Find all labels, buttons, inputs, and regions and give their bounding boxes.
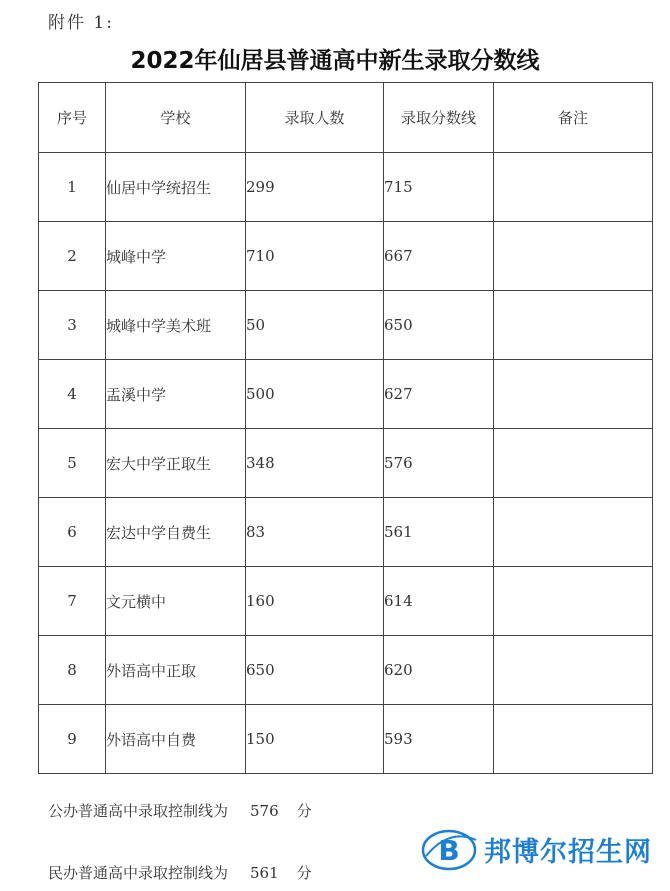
admission-table xyxy=(38,82,653,774)
cutoff-score: 667 xyxy=(384,222,494,291)
note xyxy=(494,360,653,429)
public-control-line xyxy=(48,800,312,821)
private-control-value: 561 xyxy=(250,864,279,882)
note xyxy=(494,291,653,360)
cutoff-score: 576 xyxy=(384,429,494,498)
header-no: 序号 xyxy=(39,83,106,153)
private-control-label: 民办普通高中录取控制线为 xyxy=(48,864,229,882)
admission-count: 500 xyxy=(246,360,384,429)
table-header-row xyxy=(39,83,653,153)
header-school: 学校 xyxy=(106,83,246,153)
table-row xyxy=(39,360,653,429)
table-row xyxy=(39,636,653,705)
cutoff-score: 593 xyxy=(384,705,494,774)
admission-count: 160 xyxy=(246,567,384,636)
row-number: 4 xyxy=(39,360,106,429)
public-control-unit: 分 xyxy=(296,802,312,820)
admission-count: 150 xyxy=(246,705,384,774)
watermark-logo-letter: B xyxy=(438,834,460,867)
admission-count: 50 xyxy=(246,291,384,360)
row-number: 6 xyxy=(39,498,106,567)
cutoff-score: 620 xyxy=(384,636,494,705)
header-score: 录取分数线 xyxy=(384,83,494,153)
header-note: 备注 xyxy=(494,83,653,153)
school-name: 宏达中学自费生 xyxy=(106,498,246,567)
note xyxy=(494,498,653,567)
admission-count: 299 xyxy=(246,153,384,222)
admission-count: 710 xyxy=(246,222,384,291)
watermark-text: 邦博尔招生网 xyxy=(484,836,652,868)
public-control-value: 576 xyxy=(250,802,279,820)
admission-count: 650 xyxy=(246,636,384,705)
watermark xyxy=(420,826,652,872)
table-row xyxy=(39,222,653,291)
row-number: 8 xyxy=(39,636,106,705)
attachment-label: 附件 1: xyxy=(48,13,114,33)
table-row xyxy=(39,291,653,360)
note xyxy=(494,222,653,291)
row-number: 3 xyxy=(39,291,106,360)
note xyxy=(494,429,653,498)
cutoff-score: 650 xyxy=(384,291,494,360)
row-number: 2 xyxy=(39,222,106,291)
private-control-line xyxy=(48,862,312,883)
row-number: 5 xyxy=(39,429,106,498)
cutoff-score: 715 xyxy=(384,153,494,222)
note xyxy=(494,153,653,222)
school-name: 城峰中学美术班 xyxy=(106,291,246,360)
admission-count: 83 xyxy=(246,498,384,567)
note xyxy=(494,636,653,705)
school-name: 外语高中正取 xyxy=(106,636,246,705)
private-control-unit: 分 xyxy=(296,864,312,882)
school-name: 外语高中自费 xyxy=(106,705,246,774)
row-number: 7 xyxy=(39,567,106,636)
watermark-logo-icon xyxy=(420,826,478,872)
school-name: 文元横中 xyxy=(106,567,246,636)
school-name: 宏大中学正取生 xyxy=(106,429,246,498)
school-name: 仙居中学统招生 xyxy=(106,153,246,222)
row-number: 9 xyxy=(39,705,106,774)
page-title: 2022年仙居县普通高中新生录取分数线 xyxy=(130,48,540,74)
note xyxy=(494,567,653,636)
school-name: 盂溪中学 xyxy=(106,360,246,429)
header-count: 录取人数 xyxy=(246,83,384,153)
school-name: 城峰中学 xyxy=(106,222,246,291)
note xyxy=(494,705,653,774)
admission-count: 348 xyxy=(246,429,384,498)
table-row xyxy=(39,567,653,636)
cutoff-score: 614 xyxy=(384,567,494,636)
public-control-label: 公办普通高中录取控制线为 xyxy=(48,802,229,820)
row-number: 1 xyxy=(39,153,106,222)
table-row xyxy=(39,705,653,774)
cutoff-score: 561 xyxy=(384,498,494,567)
table-row xyxy=(39,429,653,498)
table-row xyxy=(39,153,653,222)
table-row xyxy=(39,498,653,567)
cutoff-score: 627 xyxy=(384,360,494,429)
